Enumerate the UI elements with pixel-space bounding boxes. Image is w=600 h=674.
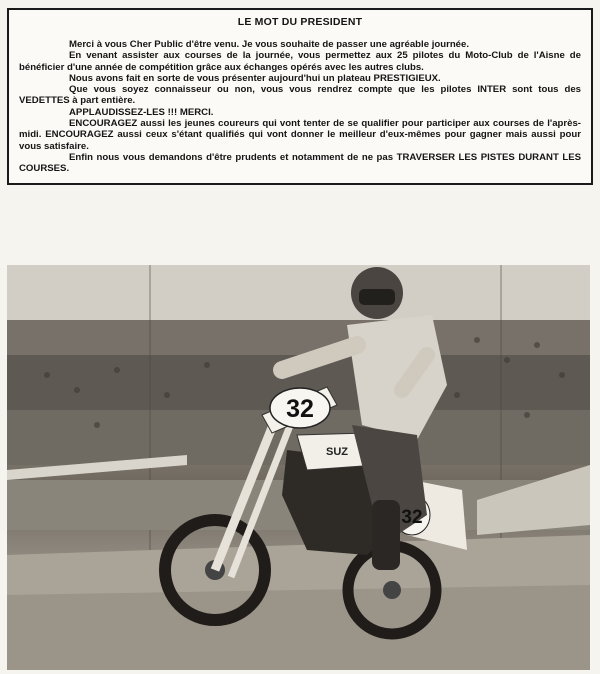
- paragraph-vedettes: Que vous soyez connaisseur ou non, vous vous rendrez compte que les pilotes INTER sont tous des VEDETTES à part entière.: [19, 84, 581, 107]
- tank-label: SUZ: [326, 446, 348, 458]
- paragraph-encourage: ENCOURAGEZ aussi les jeunes coureurs qui vont tenter de se qualifier pour participer aux courses de l'après-midi. ENCOURAGEZ aussi ceux s'étant qualifiés qui vont donner le meilleur d'eux-mêmes pour gagner mais aussi pour vous satisfaire.: [19, 118, 581, 152]
- paragraph-thanks: Merci à vous Cher Public d'être venu. Je vous souhaite de passer une agréable journée.: [69, 39, 470, 50]
- article-title: LE MOT DU PRESIDENT: [237, 16, 363, 28]
- paragraph-applause: APPLAUDISSEZ-LES !!! MERCI.: [69, 106, 214, 118]
- president-message-box: [7, 8, 593, 185]
- side-number-plate: 32: [401, 507, 423, 528]
- front-number-plate: 32: [286, 395, 314, 423]
- paragraph-pilots: En venant assister aux courses de la journée, vous permettez aux 25 pilotes du Moto-Club de l'Aisne de bénéficier d'une année de compétition grâce aux échanges opérés avec les autres clubs.: [19, 50, 581, 73]
- paragraph-safety: Enfin nous vous demandons d'être prudents et notamment de ne pas TRAVERSER LES PISTES DURANT LES COURSES.: [19, 151, 581, 175]
- motocross-photo: [7, 265, 590, 670]
- paragraph-plateau: Nous avons fait en sorte de vous présenter aujourd'hui un plateau PRESTIGIEUX.: [69, 72, 441, 84]
